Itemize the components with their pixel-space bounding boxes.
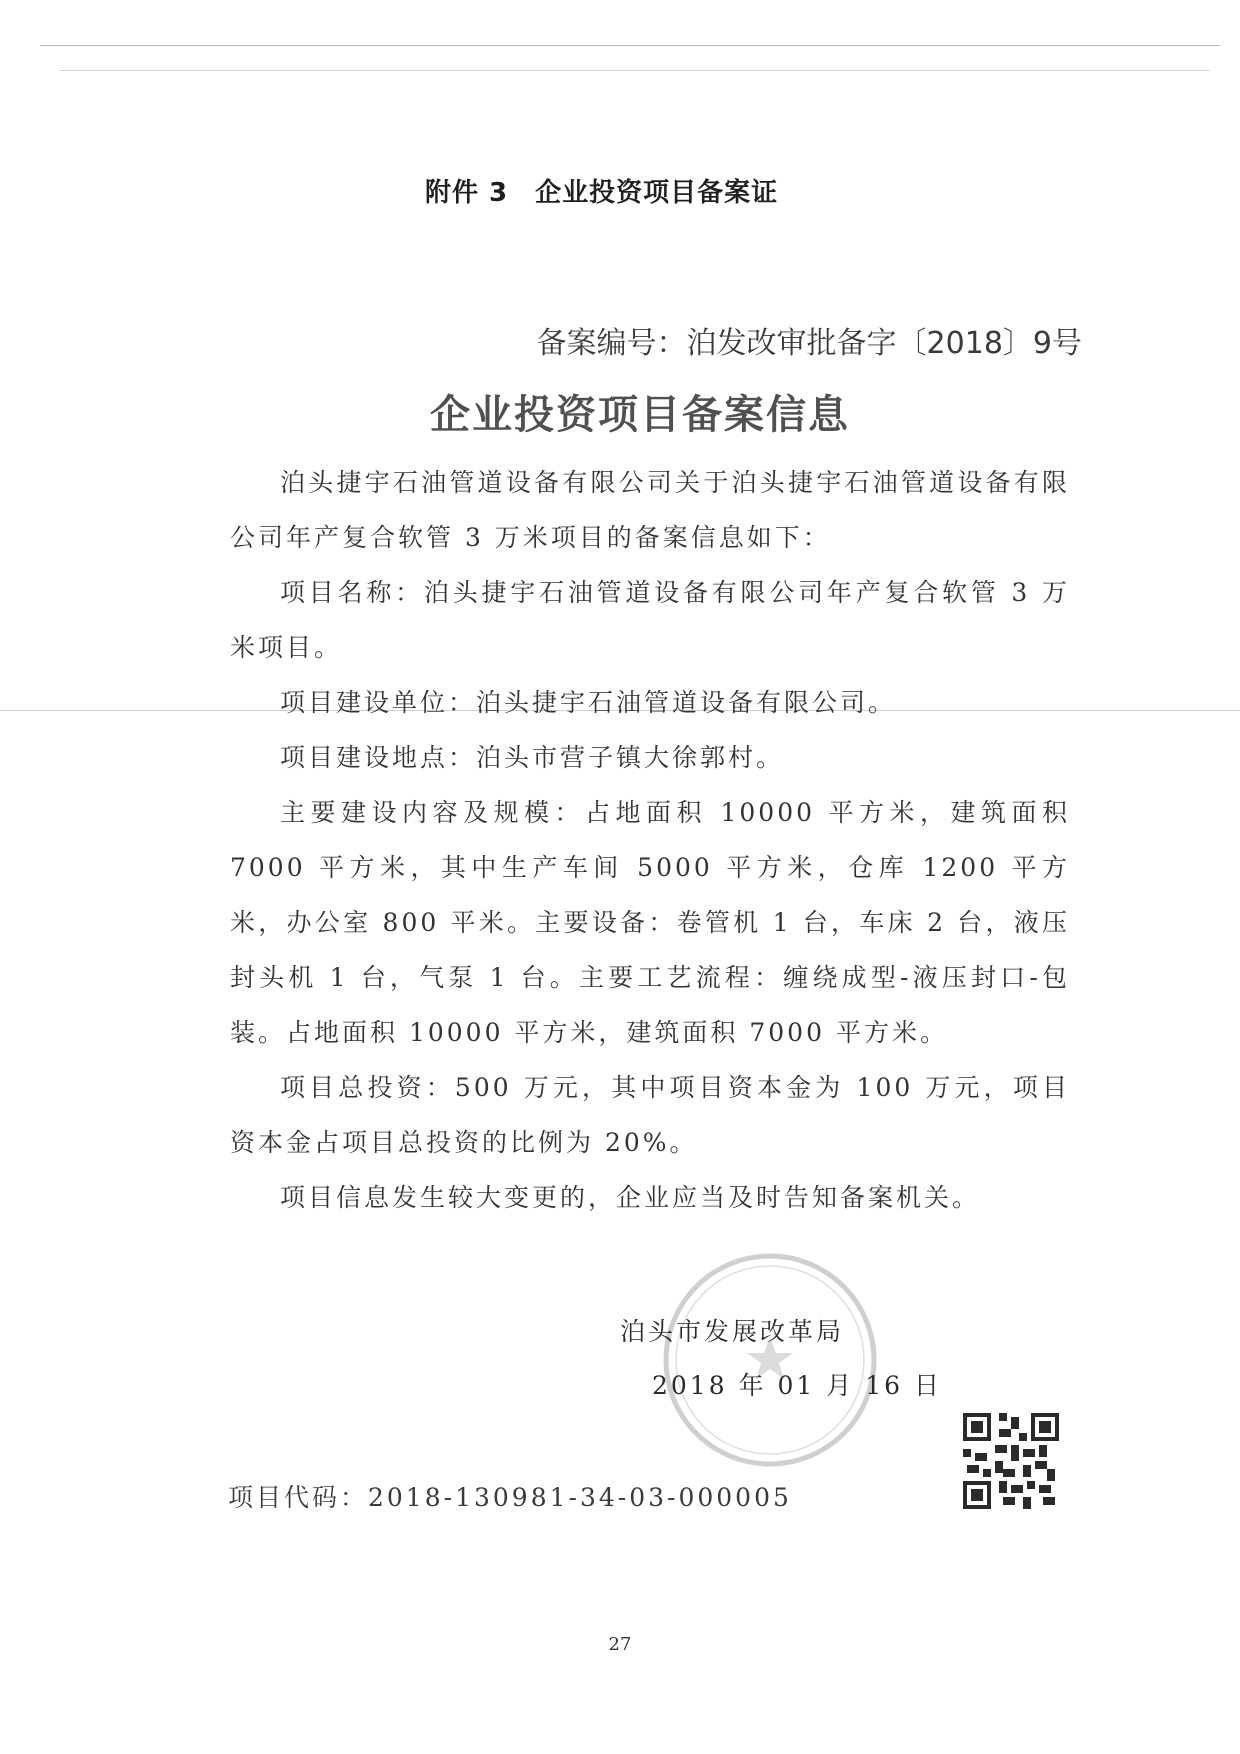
qr-code-icon (963, 1413, 1059, 1509)
paragraph-construction-unit: 项目建设单位：泊头捷宇石油管道设备有限公司。 (280, 688, 897, 717)
filing-number: 备案编号：泊发改审批备字〔2018〕9号 (536, 326, 1082, 361)
issuing-authority: 泊头市发展改革局 (620, 1317, 845, 1346)
page-number: 27 (608, 1634, 632, 1655)
issue-date: 2018 年 01 月 16 日 (652, 1371, 942, 1400)
paragraph-construction-site: 项目建设地点：泊头市营子镇大徐郭村。 (280, 743, 785, 772)
official-seal-icon (655, 1245, 885, 1475)
project-code: 项目代码：2018-130981-34-03-000005 (228, 1483, 792, 1512)
paragraph-project-name: 项目名称：泊头捷宇石油管道设备有限公司年产复合软管 3 万米项目。 (230, 578, 1070, 662)
info-heading: 企业投资项目备案信息 (430, 392, 850, 438)
attachment-title: 附件 3 企业投资项目备案证 (425, 178, 779, 208)
scan-artifact-line-top-2 (60, 70, 1210, 71)
paragraph-investment: 项目总投资：500 万元，其中项目资本金为 100 万元，项目资本金占项目总投资的比例为 20%。 (230, 1073, 1070, 1157)
paragraph-notice: 项目信息发生较大变更的，企业应当及时告知备案机关。 (280, 1183, 981, 1212)
scan-artifact-line-top (40, 45, 1220, 46)
paragraph-intro: 泊头捷宇石油管道设备有限公司关于泊头捷宇石油管道设备有限公司年产复合软管 3 万米项目的备案信息如下： (230, 468, 1070, 552)
paragraph-scope: 主要建设内容及规模：占地面积 10000 平方米，建筑面积 7000 平方米，其中生产车间 5000 平方米，仓库 1200 平方米，办公室 800 平米。主要设备：卷管机 1 台，车床 2 台，液压封头机 1 台，气泵 1 台。主要工艺流程：缠绕成型-液压封口-包装。占地面积 10000 平方米，建筑面积 7000 平方米。 (230, 798, 1070, 1047)
document-body (230, 455, 1070, 1225)
